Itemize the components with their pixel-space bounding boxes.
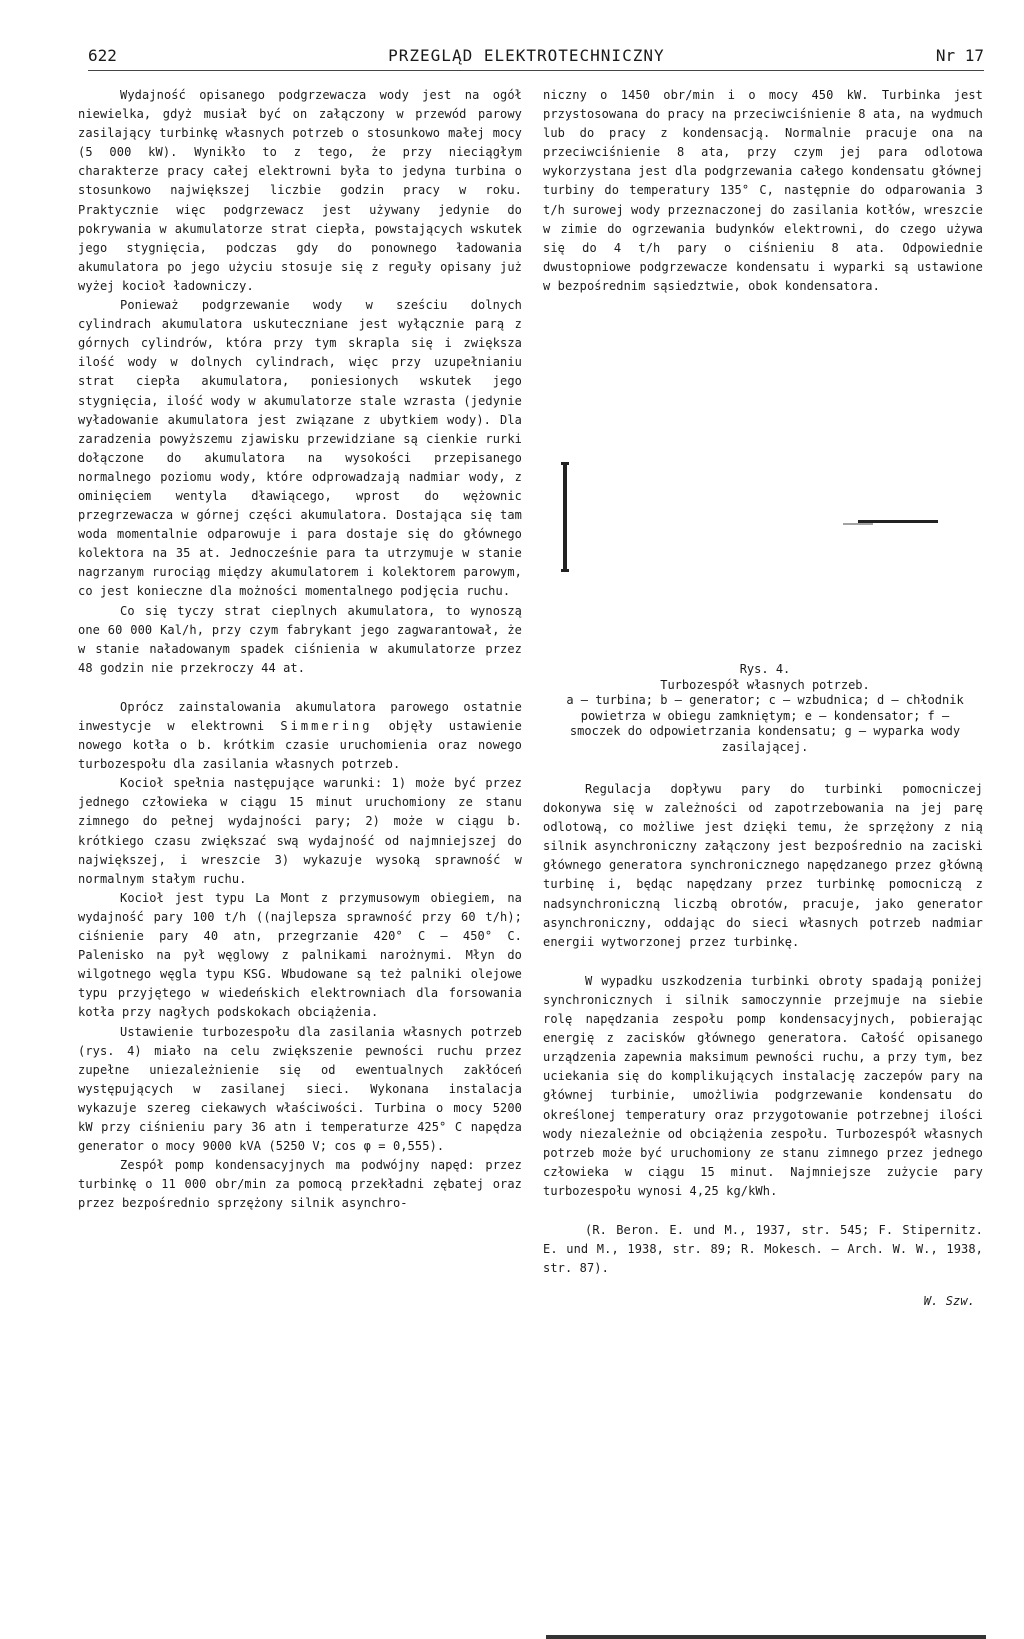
journal-title: PRZEGLĄD ELEKTROTECHNICZNY <box>388 45 665 65</box>
paragraph: Ponieważ podgrzewanie wody w sześciu dolnych cylindrach akumulatora uskuteczniane jest wyłącznie parą z górnych cylindrów, która przy tym skrapla się i zwiększa ilość wody w dolnych cylindrach, więc przy uzupełnianiu strat ciepła akumulatora, poniesionych wskutek jego stygnięcia, ilość wody w akumulatorze stale wzrasta (jedynie wyładowanie akumulatora jest związane z ubytkiem wody). Dla zaradzenia powyższemu zjawisku przewidziane są cienkie rurki dołączone do akumulatora na wysokości przepisanego normalnego poziomu wody, które odprowadzają nadmiar wody, z ominięciem wentyla dławiącego, wprost do wężownic przegrzewacza w górnej części akumulatora. Dostająca się tam woda momentalnie odparowuje i para dostaje się do głównego kolektora na 35 at. Jednocześnie para ta utrzymuje w stanie nagrzanym rurociąg między akumulatorem i kolektorem parowym, co jest konieczne dla możności momentalnego podjęcia ruchu. <box>78 298 522 599</box>
figure-turbine-set <box>543 344 983 644</box>
paragraph: W wypadku uszkodzenia turbinki obroty spadają poniżej synchronicznych i silnik samoczynnie przejmuje na siebie rolę napędzania zespołu pomp kondensacyjnych, pobierając energię z zacisków głównego generatora. Całość opisanego urządzenia zapewnia maksimum pewności ruchu, a przy tym, bez uciekania się do komplikujących instalację zaczepów pary na głównej turbinie, umożliwia podgrzewanie kondensatu do określonej temperatury oraz przygotowanie potrzebnej ilości wody niezależnie od obciążenia zespołu. Turbozespół własnych potrzeb może być uruchomiony ze stanu zimnego przez jednego człowieka w ciągu 15 minut. Najmniejsze zużycie pary turbozespołu wynosi 4,25 kg/kWh. <box>543 973 983 1198</box>
right-column-upper <box>543 86 983 296</box>
figure-drawing <box>543 344 983 644</box>
plant-name: Simmering <box>280 719 373 733</box>
figure-title: Turbozespół własnych potrzeb. <box>660 677 870 692</box>
paragraph: Zespół pomp kondensacyjnych ma podwójny napęd: przez turbinkę o 11 000 obr/min za pomocą przekładni zębatej oraz przez bezpośrednio sprzężony silnik asynchro- <box>78 1158 522 1211</box>
paragraph: Kocioł spełnia następujące warunki: 1) może być przez jednego człowieka w ciągu 15 minut uruchomiony ze stanu zimnego do pełnej wydajności pary; 2) może w ciągu b. krótkiego czasu zwiększać swą wydajność od najmniejszej do największej, i wreszcie 3) wykazuje wysoką sprawność w normalnym stałym ruchu. <box>78 776 522 886</box>
page-number: 622 <box>88 45 117 65</box>
page-header <box>88 40 984 71</box>
figure-number: Rys. 4. <box>739 662 791 676</box>
issue-number: Nr 17 <box>935 45 984 65</box>
paragraph: Co się tyczy strat cieplnych akumulatora, to wynoszą one 60 000 Kal/h, przy czym fabrykant jego zagwarantował, że w stanie naładowanym spadek ciśnienia w akumulatorze przez 48 godzin nie przekroczy 44 at. <box>78 603 522 675</box>
paragraph: Ustawienie turbozespołu dla zasilania własnych potrzeb (rys. 4) miało na celu zwiększenie pewności ruchu przez zupełne uniezależnienie się od ewentualnych zakłóceń występujących w zasilanej sieci. Wykonana instalacja wykazuje szereg ciekawych właściwości. Turbina o mocy 5200 kW przy ciśnieniu pary 36 atn i temperaturze 425° C napędza generator o mocy 9000 kVA (5250 V; cos φ = 0,555). <box>78 1024 522 1154</box>
paragraph: Oprócz zainstalowania akumulatora parowego ostatnie inwestycje w elektrowni Simmering objęły ustawienie nowego kotła o b. krótkim czasie uruchomienia oraz nowego turbozespołu dla zasilania własnych potrzeb. <box>78 699 522 772</box>
figure-caption <box>560 662 970 755</box>
end-rule <box>546 1635 986 1639</box>
paragraph: niczny o 1450 obr/min i o mocy 450 kW. Turbinka jest przystosowana do pracy na przeciwciśnienie 8 ata, na wydmuch lub do pracy z kondensacją. Normalnie pracuje ona na przeciwciśnienie 8 ata, przy czym jej para odlotowa wykorzystana jest dla podgrzewania całego kondensatu głównej turbiny do temperatury 135° C, następnie do odparowania 3 t/h surowej wody przeznaczonej do zasilania kotłów, wreszcie w zimie do ogrzewania budynków elektrowni, do czego używa się do 4 t/h pary o ciśnieniu 8 ata. Odpowiednie dwustopniowe podgrzewacze kondensatu i wyparki są ustawione w bezpośrednim sąsiedztwie, obok kondensatora. <box>543 88 983 293</box>
paragraph: Kocioł jest typu La Mont z przymusowym obiegiem, na wydajność pary 100 t/h ((najlepsza sprawność przy 60 t/h); ciśnienie pary 40 atn, przegrzanie 420° C — 450° C. Palenisko na pył węglowy z palnikami narożnymi. Młyn do wilgotnego węgla typu KSG. Wbudowane są też palniki olejowe typu przyjętego w wiedeńskich elektrowniach dla forsowania kotła przy nagłych podskokach obciążenia. <box>78 890 522 1020</box>
right-column-lower <box>543 780 983 1311</box>
paragraph: Wydajność opisanego podgrzewacza wody jest na ogół niewielka, gdyż musiał być on załączony w przewód parowy zasilający turbinkę własnych potrzeb o stosunkowo małej mocy (5 000 kW). Wynikło to z tego, że przy nieciągłym charakterze pracy całej elektrowni była to jedyna turbina o stosunkowo największej liczbie godzin pracy w roku. Praktycznie więc podgrzewacz jest używany jedynie do pokrywania w akumulatorze strat ciepła, powstających wskutek jego stygnięcia, podczas gdy do ponownego ładowania akumulatora po jego użyciu stosuje się z reguły opisany już wyżej kocioł ładowniczy. <box>78 88 522 293</box>
left-column <box>78 86 522 1386</box>
references: (R. Beron. E. und M., 1937, str. 545; F. Stipernitz. E. und M., 1938, str. 89; R. Mokesch. — Arch. W. W., 1938, str. 87). <box>543 1222 983 1276</box>
author-signature: W. Szw. <box>923 1294 975 1309</box>
figure-legend: a — turbina; b — generator; c — wzbudnica; d — chłodnik powietrza w obiegu zamkniętym; e — kondensator; f — smoczek do odpowietrzania kondensatu; g — wyparka wody zasilającej. <box>566 693 964 754</box>
paragraph: Regulacja dopływu pary do turbinki pomocniczej dokonywa się w zależności od zapotrzebowania na jej parę odlotową, co możliwe jest dzięki temu, że sprzężony z nią silnik asynchroniczny załączony jest bezpośrednio na zaciski głównego generatora synchronicznego napędzanego przez główną turbinę i, będąc napędzany przez turbinkę pomocniczą z nadsynchroniczną liczbą obrotów, pracuje, jako generator asynchroniczny, oddając do sieci własnych potrzeb nadmiar energii wytworzonej przez turbinkę. <box>543 782 983 949</box>
